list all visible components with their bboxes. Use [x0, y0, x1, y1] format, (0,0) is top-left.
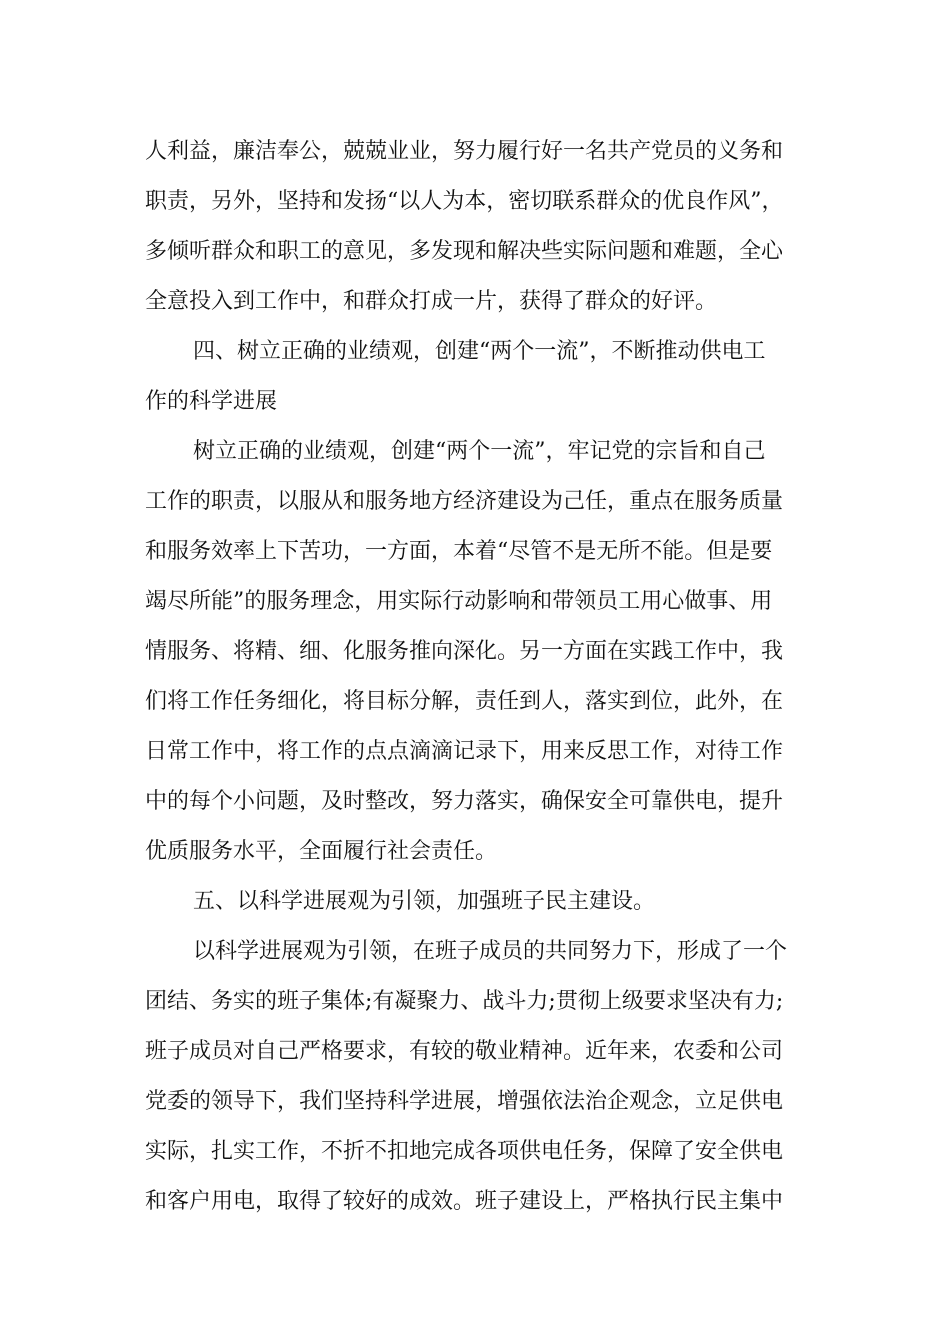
section-heading: 五、以科学进展观为引领，加强班子民主建设。 — [193, 889, 656, 914]
text-line: 职责，另外，坚持和发扬“以人为本，密切联系群众的优良作风”， — [145, 189, 784, 214]
text-line: 全意投入到工作中，和群众打成一片，获得了群众的好评。 — [145, 289, 718, 314]
document-body — [145, 127, 810, 1227]
section-heading-continued: 作的科学进展 — [145, 389, 278, 414]
text-line: 以科学进展观为引领，在班子成员的共同努力下，形成了一个 — [193, 939, 788, 964]
text-line: 党委的领导下，我们坚持科学进展，增强依法治企观念，立足供电 — [145, 1089, 784, 1114]
text-line: 情服务、将精、细、化服务推向深化。另一方面在实践工作中，我 — [145, 639, 784, 664]
text-line: 日常工作中，将工作的点点滴滴记录下，用来反思工作，对待工作 — [145, 739, 784, 764]
text-line: 团结、务实的班子集体;有凝聚力、战斗力;贯彻上级要求坚决有力; — [145, 989, 784, 1014]
text-line: 中的每个小问题，及时整改，努力落实，确保安全可靠供电，提升 — [145, 789, 784, 814]
text-line: 实际，扎实工作，不折不扣地完成各项供电任务，保障了安全供电 — [145, 1139, 784, 1164]
section-heading: 四、树立正确的业绩观，创建“两个一流”，不断推动供电工 — [193, 339, 766, 364]
text-line: 和服务效率上下苦功，一方面，本着“尽管不是无所不能。但是要 — [145, 539, 773, 564]
text-line: 树立正确的业绩观，创建“两个一流”，牢记党的宗旨和自己 — [193, 439, 766, 464]
text-line: 和客户用电，取得了较好的成效。班子建设上，严格执行民主集中 — [145, 1189, 784, 1214]
text-line: 优质服务水平，全面履行社会责任。 — [145, 839, 498, 864]
text-line: 人利益，廉洁奉公，兢兢业业，努力履行好一名共产党员的义务和 — [145, 139, 784, 164]
text-line: 工作的职责，以服从和服务地方经济建设为己任，重点在服务质量 — [145, 489, 784, 514]
text-line: 竭尽所能”的服务理念，用实际行动影响和带领员工用心做事、用 — [145, 589, 773, 614]
text-line: 们将工作任务细化，将目标分解，责任到人，落实到位，此外，在 — [145, 689, 784, 714]
text-line: 多倾听群众和职工的意见，多发现和解决些实际问题和难题，全心 — [145, 239, 784, 264]
text-line: 班子成员对自己严格要求，有较的敬业精神。近年来，农委和公司 — [145, 1039, 784, 1064]
